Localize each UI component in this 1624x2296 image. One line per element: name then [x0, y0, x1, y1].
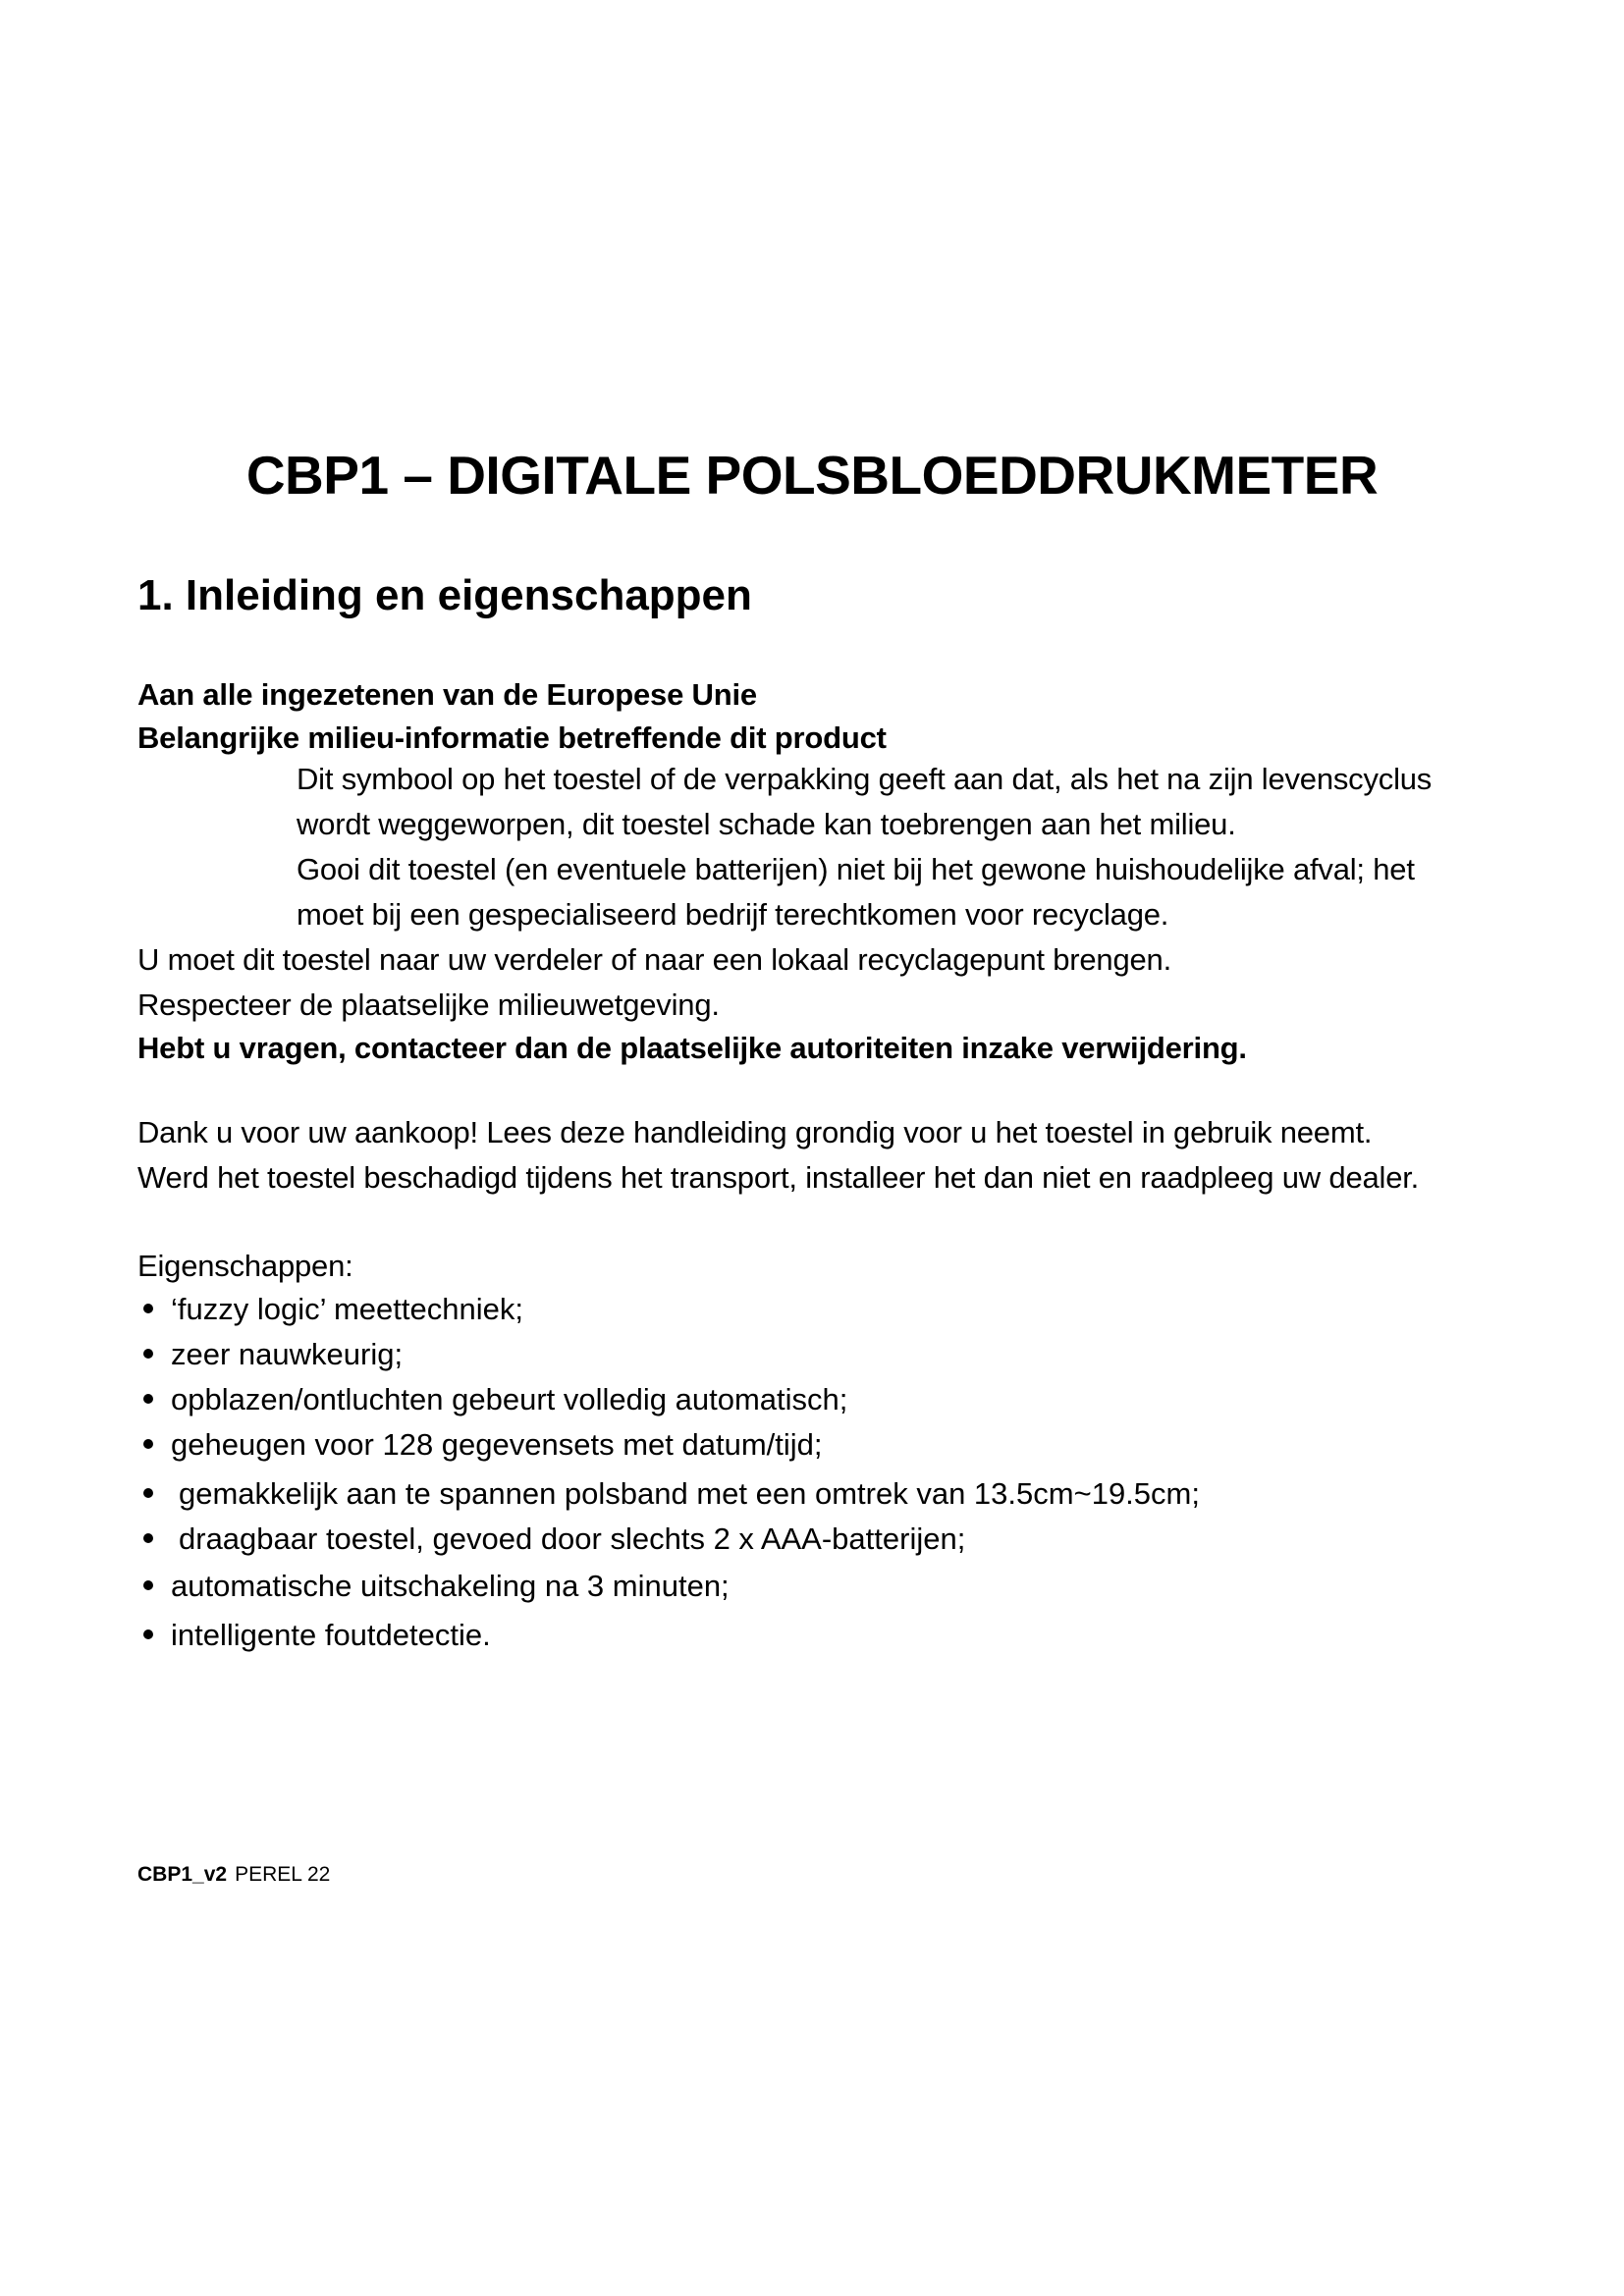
feature-text: draagbaar toestel, gevoed door slechts 2 x AAA-batterijen;: [179, 1522, 966, 1556]
bullet-icon: [143, 1580, 153, 1590]
notice-heading-eu: Aan alle ingezetenen van de Europese Unie: [137, 677, 757, 712]
feature-text: intelligente foutdetectie.: [171, 1618, 491, 1652]
list-item: [137, 1292, 523, 1327]
list-item: [137, 1427, 823, 1463]
feature-text: automatische uitschakeling na 3 minuten;: [171, 1569, 730, 1603]
list-item: [137, 1382, 847, 1417]
feature-text: opblazen/ontluchten gebeurt volledig automatisch;: [171, 1382, 848, 1416]
list-item: [137, 1569, 730, 1604]
bullet-icon: [143, 1629, 153, 1639]
bullet-icon: [143, 1439, 153, 1449]
bullet-icon: [143, 1533, 153, 1543]
feature-text: geheugen voor 128 gegevensets met datum/tijd;: [171, 1427, 823, 1462]
features-label: Eigenschappen:: [137, 1249, 353, 1283]
notice-paragraph-2-line-1: Gooi dit toestel (en eventuele batterijen) niet bij het gewone huishoudelijke afval; het: [297, 852, 1415, 886]
notice-line-questions: Hebt u vragen, contacteer dan de plaatselijke autoriteiten inzake verwijdering.: [137, 1031, 1247, 1065]
document-code: CBP1_v2: [137, 1863, 228, 1886]
notice-heading-environment: Belangrijke milieu-informatie betreffende dit product: [137, 721, 887, 755]
page-footer: [137, 1863, 330, 1887]
section-heading: 1. Inleiding en eigenschappen: [137, 571, 752, 619]
bullet-icon: [143, 1394, 153, 1404]
document-title: CBP1 – DIGITALE POLSBLOEDDRUKMETER: [245, 445, 1379, 506]
intro-line-2: Werd het toestel beschadigd tijdens het transport, installeer het dan niet en raadpleeg uw dealer.: [137, 1160, 1420, 1195]
notice-line-legislation: Respecteer de plaatselijke milieuwetgeving.: [137, 988, 720, 1022]
notice-line-recycle: U moet dit toestel naar uw verdeler of naar een lokaal recyclagepunt brengen.: [137, 942, 1172, 977]
feature-text: zeer nauwkeurig;: [171, 1337, 404, 1371]
feature-text: ‘fuzzy logic’ meettechniek;: [171, 1292, 523, 1326]
list-item: [137, 1522, 965, 1557]
notice-paragraph-1-line-2: wordt weggeworpen, dit toestel schade kan toebrengen aan het milieu.: [297, 807, 1236, 841]
list-item: [137, 1618, 491, 1653]
notice-paragraph-2-line-2: moet bij een gespecialiseerd bedrijf terechtkomen voor recyclage.: [297, 897, 1169, 932]
bullet-icon: [143, 1488, 153, 1498]
notice-paragraph-1-line-1: Dit symbool op het toestel of de verpakking geeft aan dat, als het na zijn levenscyclus: [297, 762, 1433, 796]
bullet-icon: [143, 1304, 153, 1313]
feature-text: gemakkelijk aan te spannen polsband met een omtrek van 13.5cm~19.5cm;: [179, 1476, 1200, 1511]
intro-line-1: Dank u voor uw aankoop! Lees deze handleiding grondig voor u het toestel in gebruik neemt.: [137, 1115, 1373, 1149]
list-item: [137, 1476, 1200, 1512]
list-item: [137, 1337, 403, 1372]
bullet-icon: [143, 1349, 153, 1359]
page-number: PEREL 22: [235, 1863, 331, 1886]
